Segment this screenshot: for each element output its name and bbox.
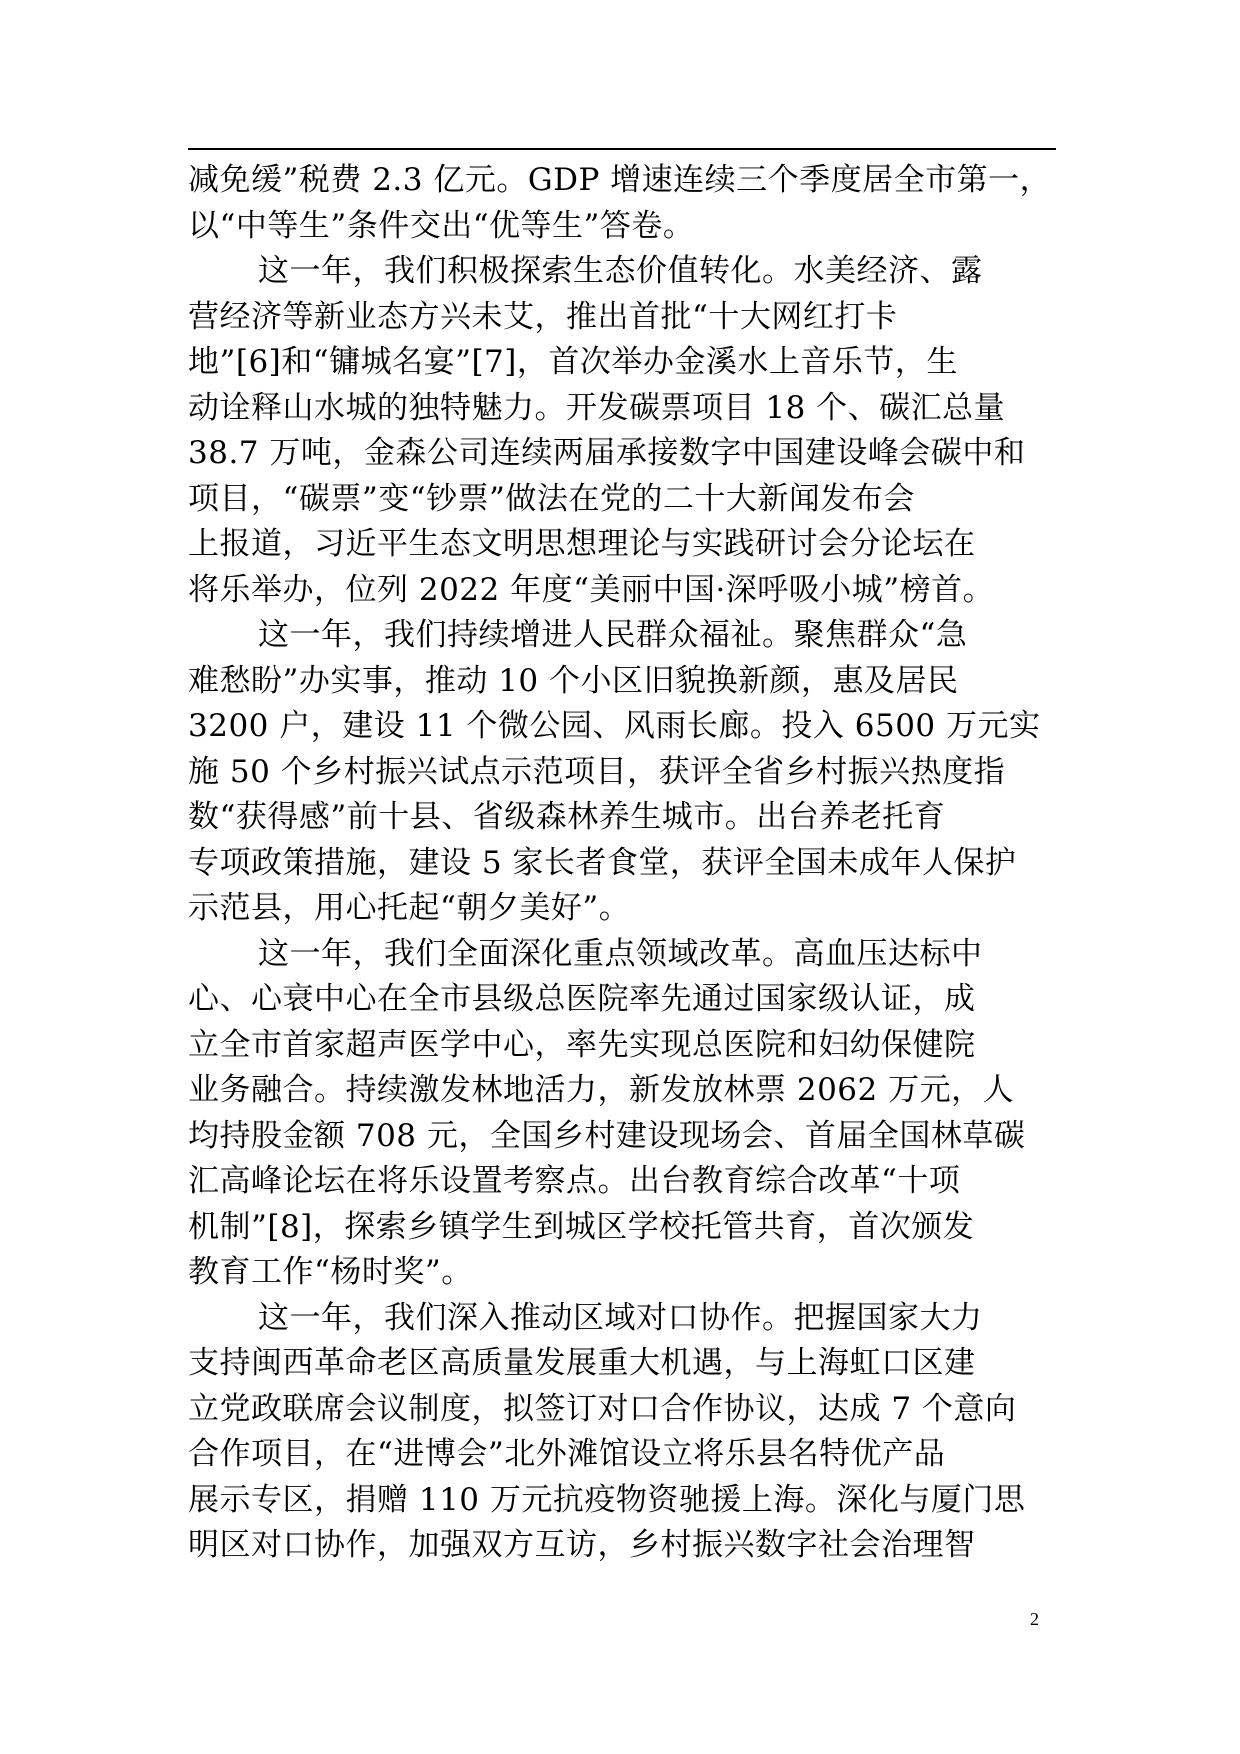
- text-line: 明区对口协作，加强双方互访，乡村振兴数字社会治理智: [188, 1527, 976, 1563]
- paragraph-start-line: 这一年，我们持续增进人民群众福祉。聚焦群众“急: [258, 617, 968, 653]
- text-line: 立全市首家超声医学中心，率先实现总医院和妇幼保健院: [188, 1026, 976, 1063]
- text-line: 机制”[8]，探索乡镇学生到城区学校托管共育，首次颁发: [188, 1208, 975, 1245]
- document-body: [188, 158, 1060, 1569]
- text-line: 示范县，用心托起“朝夕美好”。: [188, 890, 631, 926]
- text-line: 汇高峰论坛在将乐设置考察点。出台教育综合改革“十项: [188, 1163, 961, 1199]
- text-line: 将乐举办，位列 2022 年度“美丽中国·深呼吸小城”榜首。: [188, 571, 995, 608]
- text-line: 立党政联席会议制度，拟签订对口合作协议，达成 7 个意向: [188, 1390, 1017, 1427]
- paragraph-start-line: 这一年，我们积极探索生态价值转化。水美经济、露: [258, 253, 983, 289]
- text-line: 业务融合。持续激发林地活力，新发放林票 2062 万元，人: [188, 1072, 1015, 1108]
- paragraph-start-line: 这一年，我们深入推动区域对口协作。把握国家大力: [258, 1299, 983, 1336]
- page-number: 2: [1030, 1609, 1039, 1629]
- text-line: 均持股金额 708 元，全国乡村建设现场会、首届全国林草碳: [188, 1117, 1026, 1154]
- header-rule: [188, 148, 1056, 150]
- paragraph-start-line: 这一年，我们全面深化重点领域改革。高血压达标中: [258, 935, 983, 972]
- text-line: 以“中等生”条件交出“优等生”答卷。: [188, 207, 695, 244]
- text-line: 营经济等新业态方兴未艾，推出首批“十大网红打卡: [188, 298, 898, 335]
- text-line: 3200 户，建设 11 个微公园、风雨长廊。投入 6500 万元实: [188, 708, 1041, 744]
- text-line: 支持闽西革命老区高质量发展重大机遇，与上海虹口区建: [188, 1345, 976, 1381]
- text-line: 上报道，习近平生态文明思想理论与实践研讨会分论坛在: [188, 526, 976, 562]
- text-line: 展示专区，捐赠 110 万元抗疫物资驰援上海。深化与厦门思: [188, 1481, 1026, 1518]
- text-line: 难愁盼”办实事，推动 10 个小区旧貌换新颜，惠及居民: [188, 662, 959, 699]
- text-line: 心、心衰中心在全市县级总医院率先通过国家级认证，成: [188, 981, 976, 1017]
- text-line: 项目，“碳票”变“钞票”做法在党的二十大新闻发布会: [188, 480, 915, 517]
- text-line: 施 50 个乡村振兴试点示范项目，获评全省乡村振兴热度指: [188, 753, 1006, 790]
- text-line: 数“获得感”前十县、省级森林养生城市。出台养老托育: [188, 799, 946, 835]
- text-line: 地”[6]和“镛城名宴”[7]，首次举办金溪水上音乐节，生: [188, 344, 958, 380]
- text-line: 教育工作“杨时奖”。: [188, 1254, 473, 1290]
- text-line: 专项政策措施，建设 5 家长者食堂，获评全国未成年人保护: [188, 844, 1017, 881]
- text-line: 减免缓”税费 2.3 亿元。GDP 增速连续三个季度居全市第一，: [188, 162, 1052, 198]
- text-line: 动诠释山水城的独特魅力。开发碳票项目 18 个、碳汇总量: [188, 389, 1006, 426]
- text-line: 合作项目，在“进博会”北外滩馆设立将乐县名特优产品: [188, 1436, 946, 1472]
- text-line: 38.7 万吨，金森公司连续两届承接数字中国建设峰会碳中和: [188, 435, 1026, 471]
